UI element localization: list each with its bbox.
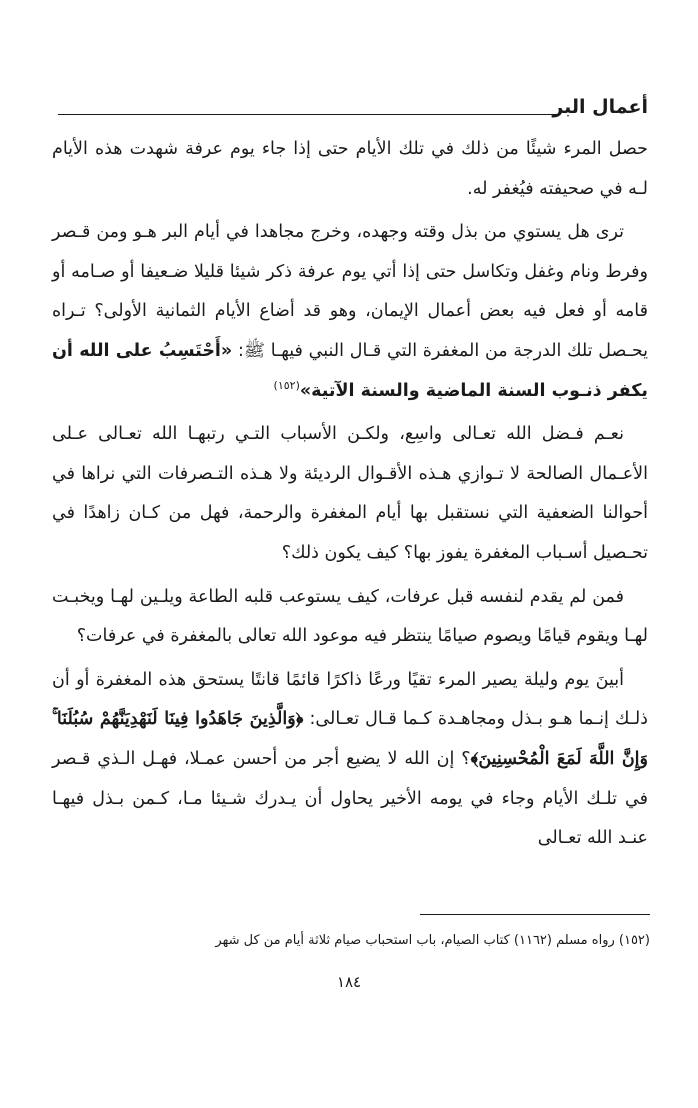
- hadith-quote: «أَحْتَسِبُ على الله أن يكفر ذنـوب السنة الماضية والسنة الآتية»: [52, 340, 648, 401]
- footnote: (١٥٢) رواه مسلم (١١٦٢) كتاب الصيام، باب استحباب صيام ثلاثة أيام من كل شهر: [215, 933, 650, 948]
- paragraph-5-text: أبينَ يوم وليلة يصير المرء تقيًا ورعًا ذاكرًا قائمًا قانتًا يستحق هذه المغفرة أو أن ذلـك إنـما هـو بـذل ومجاهـدة كـما قـال تعـالى:: [52, 669, 648, 730]
- paragraph-5-rest: ؟ إن الله لا يضيع أجر من أحسن عمـلا، فهـل الـذي قـصر في تلـك الأيام وجاء في يومه الأخير يحاول أن يـدرك شـيئا مـا، كـمن بـذل فيهـا عنـد الله تعـالى: [52, 748, 648, 849]
- paragraph-2: [52, 213, 648, 411]
- paragraph-3: نعـم فـضل الله تعـالى واسِع، ولكـن الأسباب التـي رتبهـا الله تعـالى عـلى الأعـمال الصالحة لا تـوازي هـذه الأقـوال الرديئة ولا هـذه التـصرفات التي نراها في أحوالنا الضعفية التي نستقبل بها أيام المغفرة والرحمة، فهل من كـان زاهدًا في تحـصيل أسـباب المغفرة يفوز بها؟ كيف يكون ذلك؟: [52, 424, 648, 563]
- footnote-ref: (١٥٢): [273, 378, 300, 392]
- running-header: [58, 92, 648, 122]
- quran-verse: ﴿وَالَّذِينَ جَاهَدُوا فِينَا لَنَهْدِيَنَّهُمْ سُبُلَنَا ۚ وَإِنَّ اللَّهَ لَمَعَ الْمُحْسِنِينَ﴾: [52, 709, 648, 769]
- paragraph-4: فمن لم يقدم لنفسه قبل عرفات، كيف يستوعب قلبه الطاعة ويلـين لهـا ويخبـت لهـا ويقوم قيامًا ويصوم صيامًا ينتظر فيه موعود الله تعالى بالمغفرة في عرفات؟: [52, 586, 648, 647]
- header-title: أعمال البر: [552, 96, 648, 118]
- header-rule: [58, 114, 558, 115]
- paragraph-1: حصل المرء شيئًا من ذلك في تلك الأيام حتى إذا جاء يوم عرفة شهدت هذه الأيام لـه في صحيفته فيُغفر له.: [52, 139, 648, 199]
- paragraph-2-text: ترى هل يستوي من بذل وقته وجهده، وخرج مجاهدا في أيام البر هـو ومن قـصر وفرط ونام وغفل وتكاسل حتى إذا أتي يوم عرفة ذكر شيئا قليلا ضـعيفا أو صـامه أو قامه أو فعل فيه بعض أعمال الإيمان، وهو قد أضاع الأيام الثمانية الأولى؟ تـراه يحـصل تلك الدرجة من المغفرة التي قـال النبي فيهـا ﷺ:: [52, 222, 649, 361]
- main-text: [52, 130, 648, 863]
- footnote-rule: [420, 914, 650, 915]
- page-number: ١٨٤: [336, 973, 362, 991]
- paragraph-5: [52, 661, 648, 859]
